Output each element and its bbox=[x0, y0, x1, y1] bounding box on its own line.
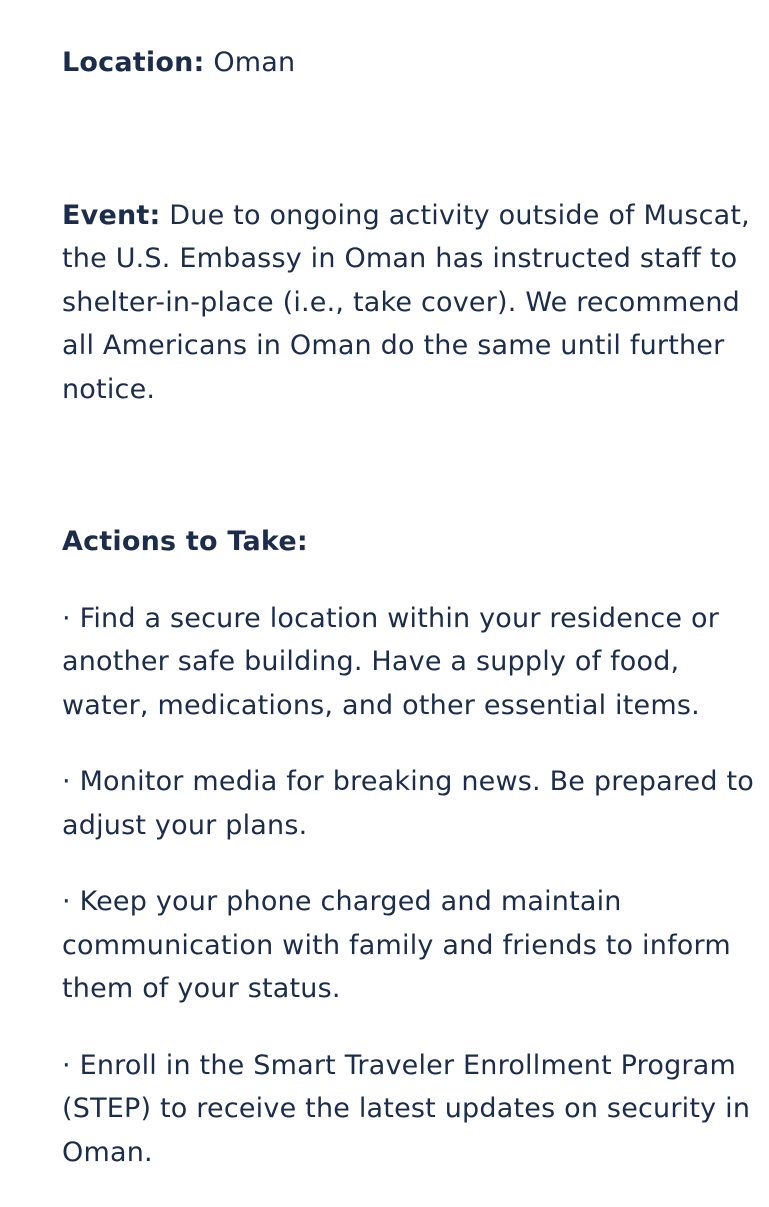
event-paragraph bbox=[62, 194, 762, 412]
location-line bbox=[62, 41, 762, 85]
alert-content bbox=[62, 41, 762, 1207]
event-label: Event: bbox=[62, 199, 161, 231]
action-item-secure-location: · Find a secure location within your residence or another safe building. Have a supply of food, water, medications, and other essential items. bbox=[62, 602, 720, 721]
action-item-enroll-step: · Enroll in the Smart Traveler Enrollment Program (STEP) to receive the latest updates on security in Oman. bbox=[62, 1049, 751, 1168]
event-text: Due to ongoing activity outside of Muscat, the U.S. Embassy in Oman has instructed staff to shelter-in-place (i.e., take cover). We recommend all Americans in Oman do the same until further notice. bbox=[62, 199, 750, 405]
actions-heading: Actions to Take: bbox=[62, 526, 308, 557]
location-value: Oman bbox=[213, 47, 296, 78]
action-item-monitor-media: · Monitor media for breaking news. Be prepared to adjust your plans. bbox=[62, 766, 754, 841]
action-item-phone-charged: · Keep your phone charged and maintain communication with family and friends to inform them of your status. bbox=[62, 886, 731, 1004]
location-label: Location: bbox=[62, 47, 205, 78]
